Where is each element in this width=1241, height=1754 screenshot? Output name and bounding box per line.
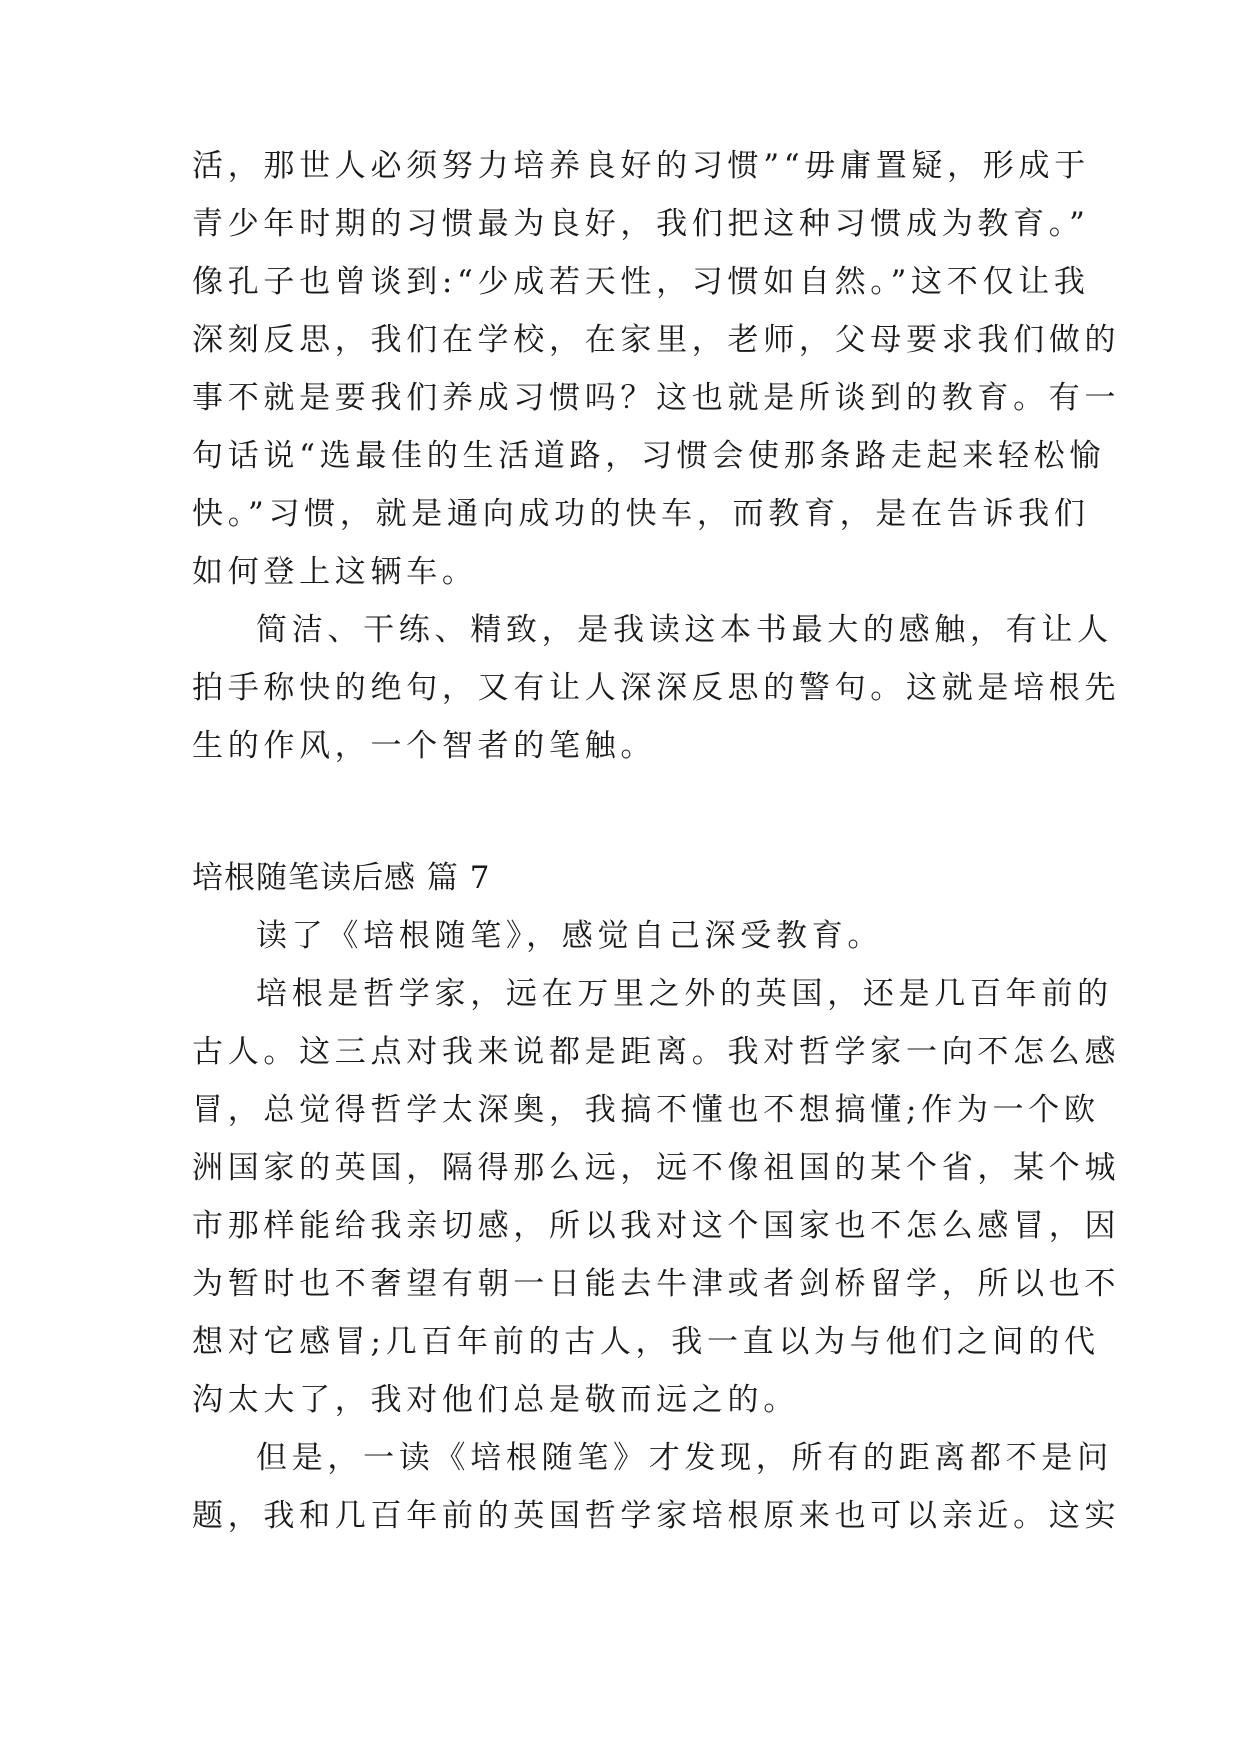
text-line: 古人。这三点对我来说都是距离。我对哲学家一向不怎么感 xyxy=(192,1034,1121,1070)
text-line: 事不就是要我们养成习惯吗？这也就是所谈到的教育。有一 xyxy=(192,380,1121,416)
paragraph-first-line: 简洁、干练、精致，是我读这本书最大的感触，有让人 xyxy=(256,612,1113,648)
paragraph-first-line: 但是，一读《培根随笔》才发现，所有的距离都不是问 xyxy=(256,1440,1113,1476)
text-line: 快。”习惯，就是通向成功的快车，而教育，是在告诉我们 xyxy=(192,496,1090,532)
text-line: 洲国家的英国，隔得那么远，远不像祖国的某个省，某个城 xyxy=(192,1150,1121,1186)
text-line: 青少年时期的习惯最为良好，我们把这种习惯成为教育。” xyxy=(192,206,1090,242)
text-line: 深刻反思，我们在学校，在家里，老师，父母要求我们做的 xyxy=(192,322,1121,358)
text-line: 活，那世人必须努力培养良好的习惯”“毋庸置疑，形成于 xyxy=(192,148,1090,184)
text-line: 沟太大了，我对他们总是敬而远之的。 xyxy=(192,1382,799,1418)
text-line: 冒，总觉得哲学太深奥，我搞不懂也不想搞懂;作为一个欧 xyxy=(192,1092,1100,1128)
text-line: 像孔子也曾谈到:“少成若天性，习惯如自然。”这不仅让我 xyxy=(192,264,1090,300)
text-line: 拍手称快的绝句，又有让人深深反思的警句。这就是培根先 xyxy=(192,670,1121,706)
text-line: 句话说“选最佳的生活道路，习惯会使那条路走起来轻松愉 xyxy=(192,438,1106,474)
text-line: 生的作风，一个智者的笔触。 xyxy=(192,728,657,764)
text-line: 市那样能给我亲切感，所以我对这个国家也不怎么感冒，因 xyxy=(192,1208,1121,1244)
text-line: 如何登上这辆车。 xyxy=(192,554,478,590)
paragraph-first-line: 培根是哲学家，远在万里之外的英国，还是几百年前的 xyxy=(256,976,1113,1012)
text-line: 想对它感冒;几百年前的古人，我一直以为与他们之间的代 xyxy=(192,1324,1100,1360)
text-line: 题，我和几百年前的英国哲学家培根原来也可以亲近。这实 xyxy=(192,1498,1121,1534)
paragraph-first-line: 读了《培根随笔》，感觉自己深受教育。 xyxy=(256,918,884,954)
section-heading: 培根随笔读后感 篇 7 xyxy=(192,860,491,896)
text-line: 为暂时也不奢望有朝一日能去牛津或者剑桥留学，所以也不 xyxy=(192,1266,1121,1302)
